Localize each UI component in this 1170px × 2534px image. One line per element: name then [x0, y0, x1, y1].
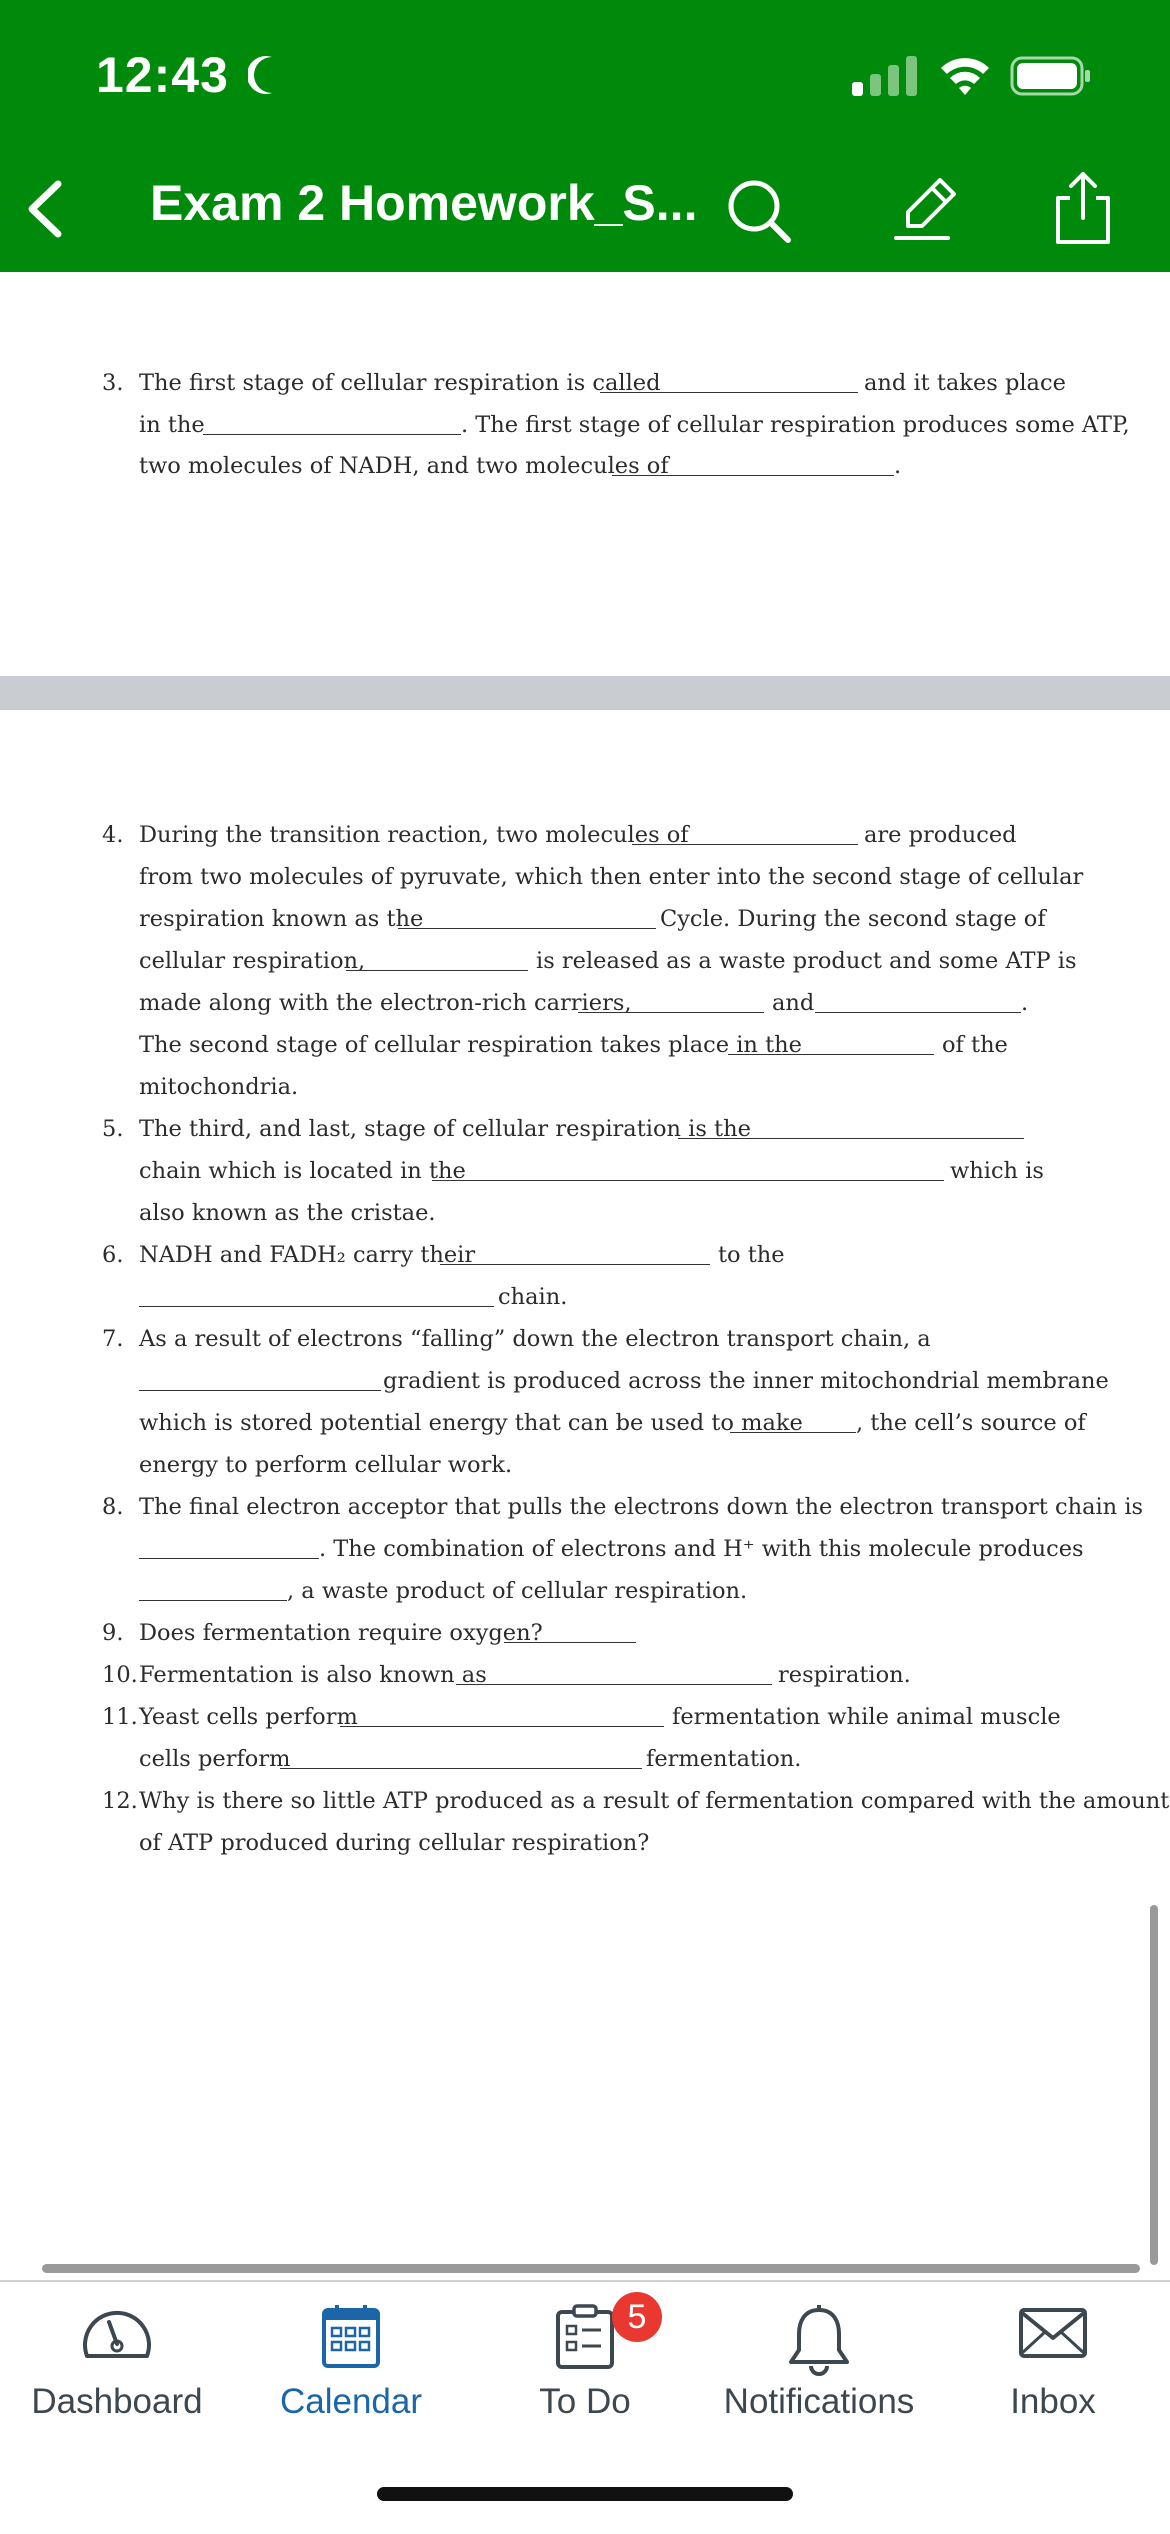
tab-label: Calendar — [279, 2382, 423, 2421]
tab-label: Inbox — [1010, 2382, 1096, 2421]
question-number: 6. — [102, 1242, 124, 1268]
navigation-bar — [0, 140, 1170, 272]
question-number: 4. — [102, 822, 124, 848]
question-number: 3. — [102, 370, 124, 396]
question-text: Yeast cells perform — [139, 1704, 358, 1730]
question-text: The third, and last, stage of cellular respiration is the — [139, 1116, 751, 1142]
question-text: Why is there so little ATP produced as a result of fermentation compared with the amount — [139, 1788, 1170, 1814]
q5-line-3 — [0, 1192, 1170, 1234]
answer-blank — [139, 1306, 494, 1307]
question-text: . The combination of electrons and H⁺ with this molecule produces — [319, 1536, 1084, 1562]
answer-blank — [600, 392, 858, 393]
answer-blank — [139, 1600, 287, 1601]
question-text: chain which is located in the — [139, 1158, 466, 1184]
question-text: which is — [950, 1158, 1044, 1184]
q7-line-2 — [0, 1360, 1170, 1402]
back-chevron-icon[interactable] — [18, 174, 74, 244]
answer-blank — [728, 1054, 934, 1055]
q4-line-7 — [0, 1066, 1170, 1108]
todo-icon — [555, 2304, 615, 2370]
tab-label: To Do — [539, 2382, 631, 2421]
question-text: also known as the cristae. — [139, 1200, 436, 1226]
q11-line-1 — [0, 1696, 1170, 1738]
question-number: 7. — [102, 1326, 124, 1352]
status-time: 12:43 — [96, 47, 229, 103]
answer-blank — [139, 1390, 381, 1391]
question-text: which is stored potential energy that can be used to make — [139, 1410, 803, 1436]
question-text: respiration known as the — [139, 906, 424, 932]
answer-blank — [504, 1642, 636, 1643]
question-text: made along with the electron-rich carriers, — [139, 990, 632, 1016]
question-text: As a result of electrons “falling” down the electron transport chain, a — [139, 1326, 931, 1352]
q4-line-2 — [0, 856, 1170, 898]
question-text: The second stage of cellular respiration takes place in the — [139, 1032, 802, 1058]
home-indicator[interactable] — [377, 2487, 793, 2501]
question-text: NADH and FADH₂ carry their — [139, 1242, 476, 1268]
question-text: . — [1021, 990, 1029, 1016]
q7-line-1 — [0, 1318, 1170, 1360]
question-text: cells perform — [139, 1746, 291, 1772]
answer-blank — [346, 970, 528, 971]
tab-label: Dashboard — [31, 2382, 203, 2421]
question-text: gradient is produced across the inner mitochondrial membrane — [383, 1368, 1109, 1394]
question-text: chain. — [498, 1284, 568, 1310]
q6-line-1 — [0, 1234, 1170, 1276]
battery-icon — [1010, 56, 1092, 96]
search-icon[interactable] — [724, 176, 794, 246]
vertical-scrollbar[interactable] — [1150, 1905, 1158, 2265]
question-text: of the — [942, 1032, 1008, 1058]
answer-blank — [340, 1726, 664, 1727]
q4-line-3 — [0, 898, 1170, 940]
calendar-icon — [321, 2304, 381, 2370]
answer-blank — [612, 475, 894, 476]
tab-label: Notifications — [723, 2382, 915, 2421]
q5-line-2 — [0, 1150, 1170, 1192]
q7-line-3 — [0, 1402, 1170, 1444]
answer-blank — [678, 1138, 1024, 1139]
tab-inbox[interactable] — [936, 2282, 1170, 2452]
question-text: During the transition reaction, two molecules of — [139, 822, 689, 848]
question-text: is released as a waste product and some ATP is — [536, 948, 1077, 974]
question-text: in the — [139, 412, 205, 438]
document-title: Exam 2 Homework_S... — [150, 175, 698, 231]
question-text: cellular respiration, — [139, 948, 366, 974]
q4-line-4 — [0, 940, 1170, 982]
question-text: The final electron acceptor that pulls the electrons down the electron transport chain is — [139, 1494, 1144, 1520]
q4-line-1 — [0, 814, 1170, 856]
answer-blank — [440, 1264, 710, 1265]
answer-blank — [730, 1432, 856, 1433]
question-number: 5. — [102, 1116, 124, 1142]
q4-line-5 — [0, 982, 1170, 1024]
answer-blank — [139, 1558, 319, 1559]
dashboard-icon — [79, 2304, 155, 2360]
question-text: two molecules of NADH, and two molecules of — [139, 453, 669, 479]
question-text: , the cell’s source of — [856, 1410, 1086, 1436]
answer-blank — [578, 1012, 764, 1013]
question-text: Cycle. During the second stage of — [660, 906, 1046, 932]
question-text: energy to perform cellular work. — [139, 1452, 513, 1478]
question-text: . The first stage of cellular respiration produces some ATP, — [461, 412, 1130, 438]
q6-line-2 — [0, 1276, 1170, 1318]
question-text: and — [772, 990, 815, 1016]
question-number: 11. — [102, 1704, 138, 1730]
q8-line-2 — [0, 1528, 1170, 1570]
q5-line-1 — [0, 1108, 1170, 1150]
moon-icon — [248, 54, 286, 96]
question-number: 9. — [102, 1620, 124, 1646]
q4-line-6 — [0, 1024, 1170, 1066]
question-text: Fermentation is also known as — [139, 1662, 487, 1688]
share-icon[interactable] — [1048, 168, 1118, 248]
question-number: 12. — [102, 1788, 138, 1814]
horizontal-scrollbar[interactable] — [42, 2264, 1140, 2273]
cellular-signal-icon — [852, 56, 920, 96]
q10-line-1 — [0, 1654, 1170, 1696]
tab-dashboard[interactable] — [0, 2282, 234, 2452]
question-text: , a waste product of cellular respiration. — [287, 1578, 748, 1604]
page-separator — [0, 676, 1170, 710]
tab-notifications[interactable] — [702, 2282, 936, 2452]
question-text: from two molecules of pyruvate, which then enter into the second stage of cellular — [139, 864, 1084, 890]
answer-blank — [398, 928, 656, 929]
question-text: Does fermentation require oxygen? — [139, 1620, 543, 1646]
question-text: to the — [718, 1242, 785, 1268]
inbox-icon — [1018, 2304, 1088, 2360]
q9-line-1 — [0, 1612, 1170, 1654]
answer-blank — [280, 1768, 642, 1769]
answer-blank — [432, 1180, 944, 1181]
question-text: mitochondria. — [139, 1074, 299, 1100]
question-number: 10. — [102, 1662, 138, 1688]
tab-calendar[interactable] — [234, 2282, 468, 2452]
question-text: of ATP produced during cellular respiration? — [139, 1830, 650, 1856]
question-text: fermentation while animal muscle — [672, 1704, 1061, 1730]
answer-blank — [203, 434, 461, 435]
answer-blank — [632, 844, 858, 845]
answer-blank — [456, 1684, 772, 1685]
wifi-icon — [938, 54, 992, 96]
q8-line-1 — [0, 1486, 1170, 1528]
question-text: respiration. — [778, 1662, 911, 1688]
tab-todo[interactable] — [468, 2282, 702, 2452]
todo-count-badge: 5 — [612, 2292, 662, 2342]
question-text: The first stage of cellular respiration is called — [139, 370, 661, 396]
status-bar — [0, 0, 1170, 140]
q3-line-1 — [0, 362, 1170, 404]
document-viewer[interactable] — [0, 272, 1170, 2280]
q11-line-2 — [0, 1738, 1170, 1780]
q3-line-2 — [0, 404, 1170, 446]
q12-line-1 — [0, 1780, 1170, 1822]
question-number: 8. — [102, 1494, 124, 1520]
bell-icon — [786, 2304, 852, 2376]
question-text: fermentation. — [646, 1746, 802, 1772]
q7-line-4 — [0, 1444, 1170, 1486]
annotate-pen-icon[interactable] — [890, 174, 960, 244]
q12-line-2 — [0, 1822, 1170, 1864]
question-text: and it takes place — [864, 370, 1066, 396]
q3-line-3 — [0, 445, 1170, 487]
q8-line-3 — [0, 1570, 1170, 1612]
question-text: are produced — [864, 822, 1017, 848]
answer-blank — [815, 1012, 1021, 1013]
question-text: . — [894, 453, 902, 479]
